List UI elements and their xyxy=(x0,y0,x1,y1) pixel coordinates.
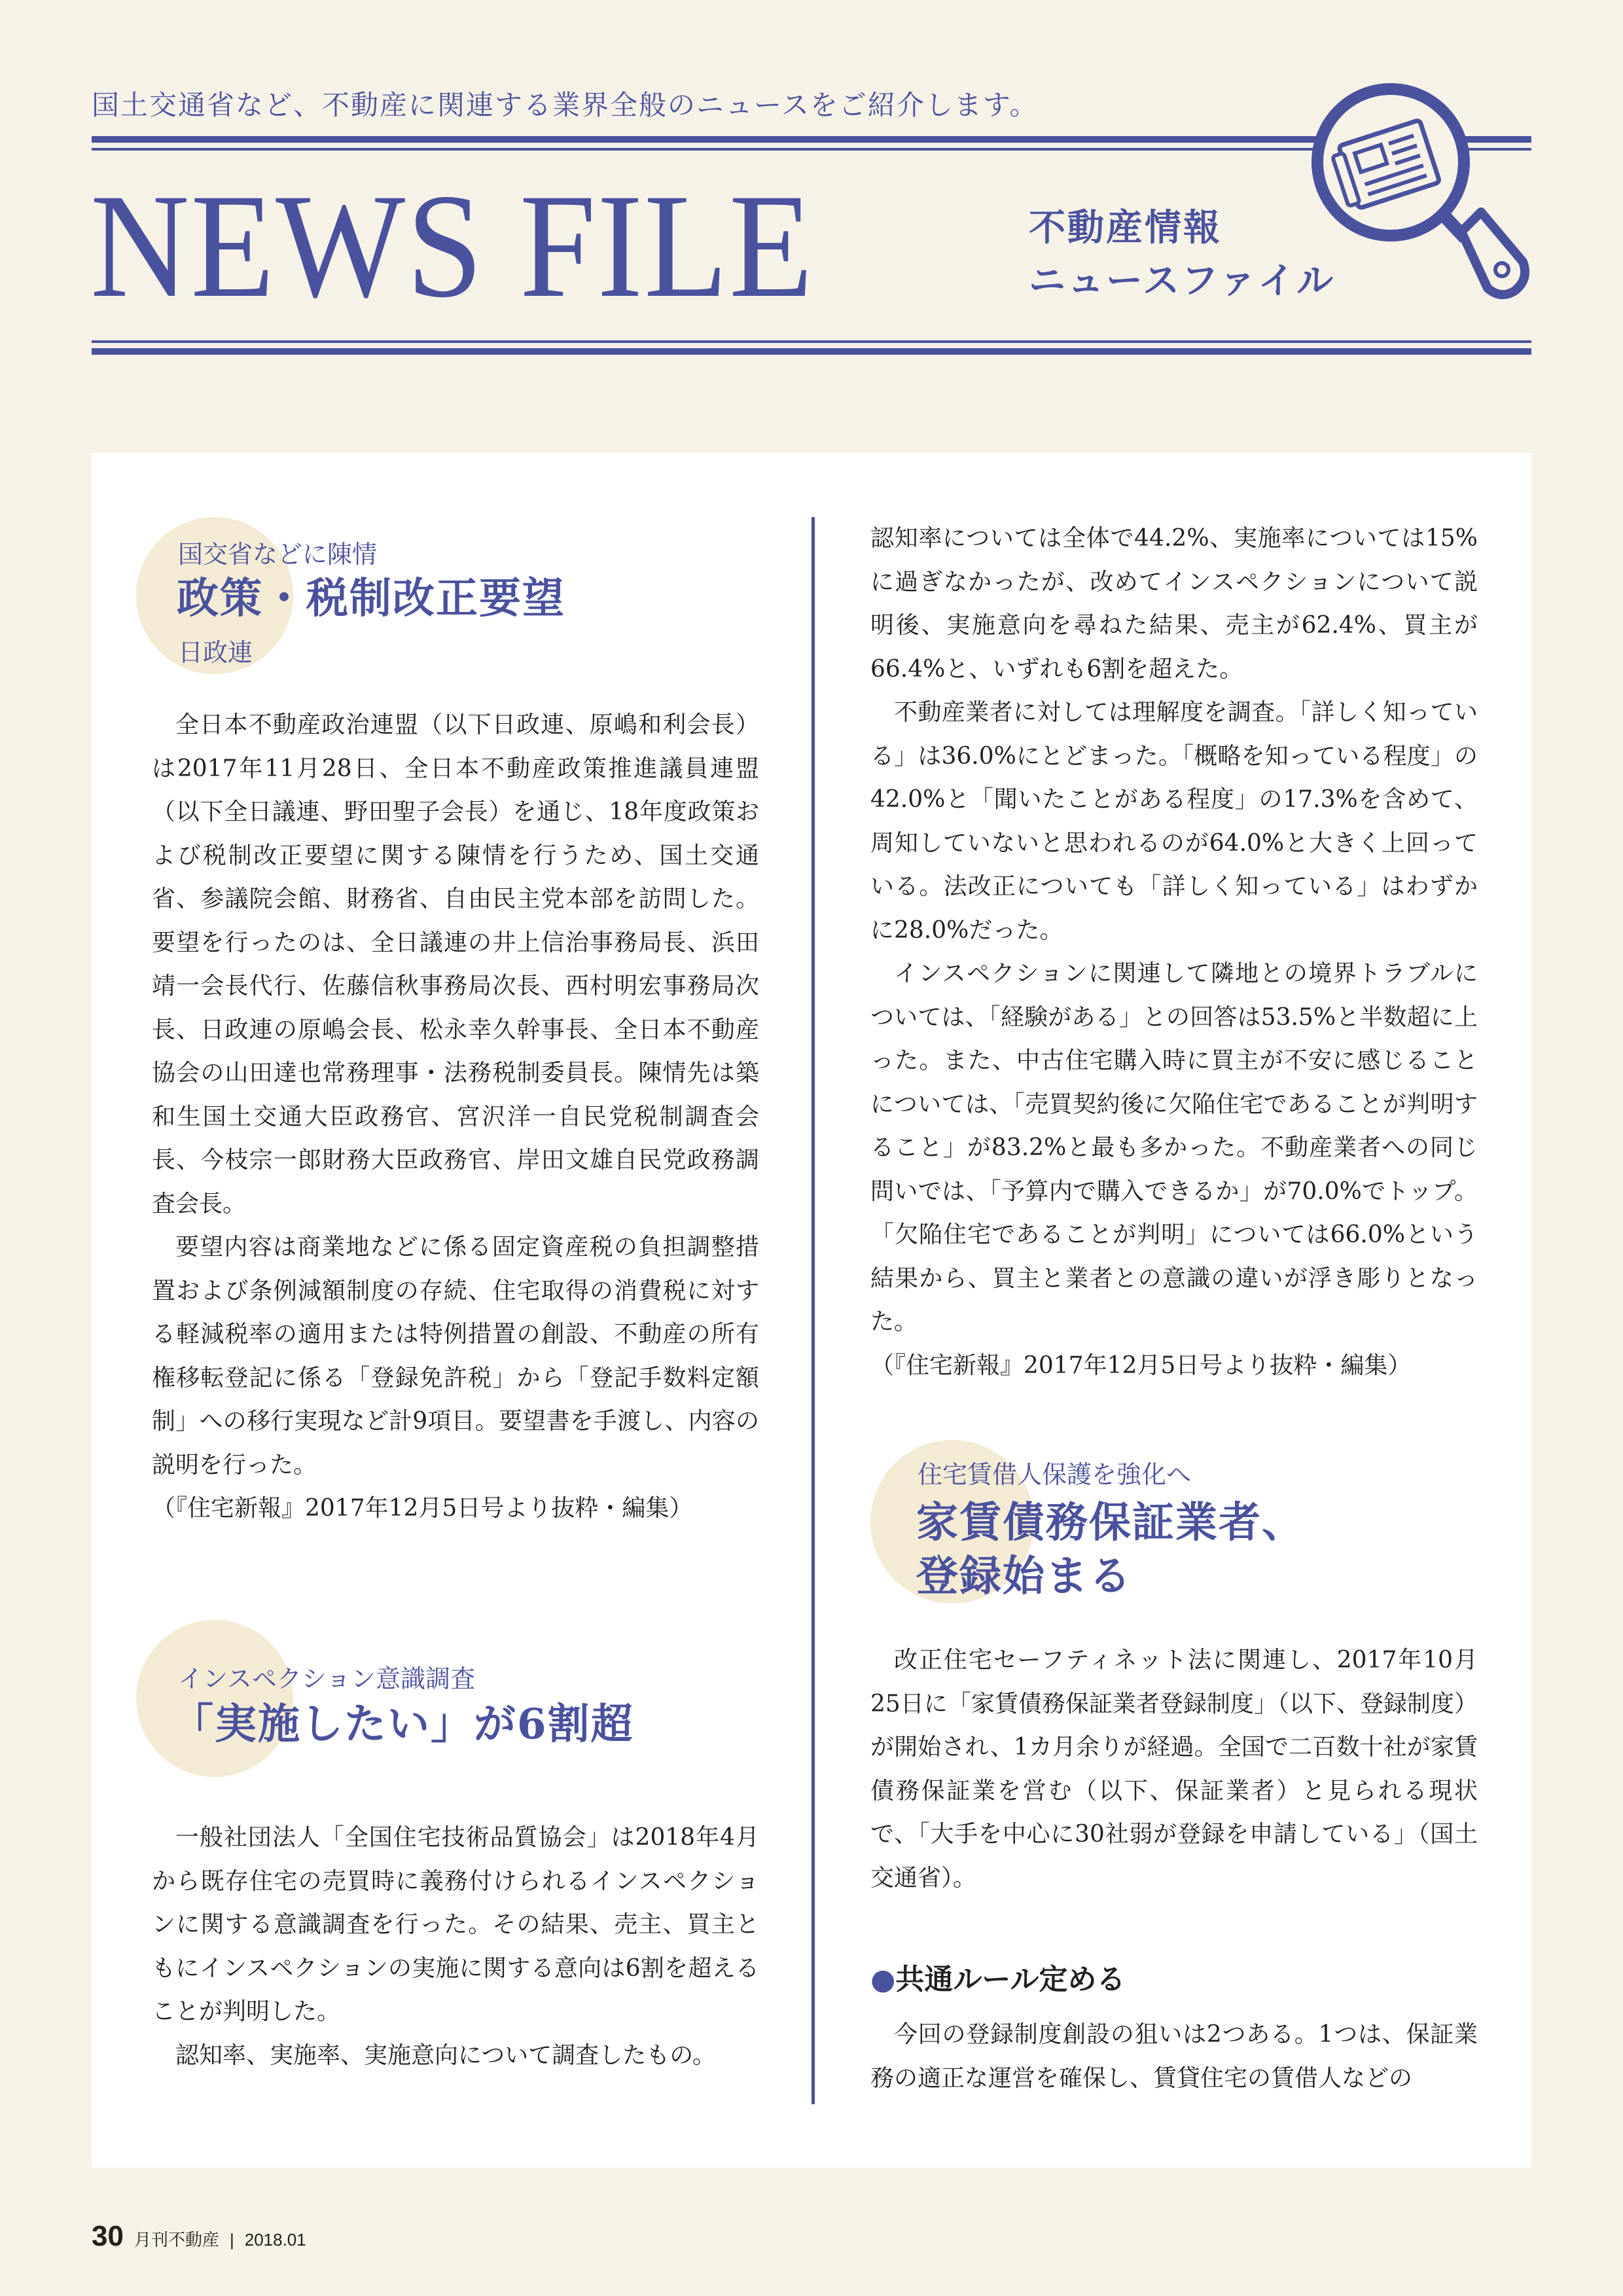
article1-kicker: 国交省などに陳情 xyxy=(178,540,378,569)
header-rule-bottom-thick xyxy=(92,348,1531,355)
article2-paragraph-4: 不動産業者に対しては理解度を調査。「詳しく知っている」は36.0%にとどまった。「概略を知っている程度」の42.0%と「聞いたことがある程度」の17.3%を含めて、周知していないと思われるのが64.0%と大きく上回っている。法改正についても「詳しく知っている」はわずかに28.0%だった。 xyxy=(870,699,1478,944)
article3-body-2 xyxy=(870,2013,1478,2100)
article1-paragraph-1: 全日本不動産政治連盟（以下日政連、原嶋和利会長）は2017年11月28日、全日本不動産政策推進議員連盟（以下全日議連、野田聖子会長）を通じ、18年度政策および税制改正要望に関する陳情を行うため、国土交通省、参議院会館、財務省、自由民主党本部を訪問した。要望を行ったのは、全日議連の井上信治事務局長、浜田靖一会長代行、佐藤信秋事務局次長、西村明宏事務局次長、日政連の原嶋会長、松永幸久幹事長、全日本不動産協会の山田達也常務理事・法務税制委員長。陳情先は築和生国土交通大臣政務官、宮沢洋一自民党税制調査会長、今枝宗一郎財務大臣政務官、岸田文雄自民党政務調査会長。 xyxy=(152,711,759,1217)
header-intro: 国土交通省など、不動産に関連する業界全般のニュースをご紹介します。 xyxy=(92,89,1039,121)
article2-paragraph-5: インスペクションに関連して隣地との境界トラブルについては、「経験がある」との回答は53.5%と半数超に上った。また、中古住宅購入時に買主が不安に感じることについては、「売買契約後に欠陥住宅であることが判明すること」が83.2%と最も多かった。不動産業者への同じ問いでは、「予算内で購入できるか」が70.0%でトップ。「欠陥住宅であることが判明」については66.0%という結果から、買主と業者との意識の違いが浮き彫りとなった。 xyxy=(870,960,1478,1335)
article2-paragraph-2: 認知率、実施率、実施意向について調査したもの。 xyxy=(175,2041,716,2069)
article3-paragraph-2: 今回の登録制度創設の狙いは2つある。1つは、保証業務の適正な運営を確保し、賃貸住宅の賃借人などの xyxy=(870,2021,1478,2092)
column-divider xyxy=(812,517,815,2104)
subtitle-line-2: ニュースファイル xyxy=(1029,259,1336,303)
bullet-dot-icon: ● xyxy=(870,1963,896,1996)
article1-headline: 政策・税制改正要望 xyxy=(177,574,565,623)
article3-kicker: 住宅賃借人保護を強化へ xyxy=(918,1460,1192,1489)
subtitle-line-1: 不動産情報 xyxy=(1029,206,1222,249)
news-file-title: NEWS FILE xyxy=(90,164,815,329)
article2-headline: 「実施したい」が6割超 xyxy=(171,1700,634,1749)
article1-citation: （『住宅新報』2017年12月5日号より抜粋・編集） xyxy=(152,1495,693,1522)
article2-kicker: インスペクション意識調査 xyxy=(178,1664,476,1693)
article3-headline-line-1: 家賃債務保証業者、 xyxy=(916,1498,1305,1547)
magazine-name: 月刊不動産 xyxy=(134,2230,219,2250)
news-file-subtitle xyxy=(1029,202,1335,308)
article2-body-right xyxy=(870,517,1478,1388)
article2-body-left xyxy=(152,1816,759,2077)
page-footer xyxy=(92,2220,306,2253)
issue-date: 2018.01 xyxy=(244,2230,306,2250)
article2-citation: （『住宅新報』2017年12月5日号より抜粋・編集） xyxy=(870,1352,1412,1379)
article1-source: 日政連 xyxy=(178,638,253,667)
article3-headline xyxy=(916,1496,1305,1604)
article1-paragraph-2: 要望内容は商業地などに係る固定資産税の負担調整措置および条例減額制度の存続、住宅取得の消費税に対する軽減税率の適用または特例措置の創設、不動産の所有権移転登記に係る「登録免許税」から「登記手数料定額制」への移行実現など計9項目。要望書を手渡し、内容の説明を行った。 xyxy=(152,1234,759,1479)
article3-headline-line-2: 登録始まる xyxy=(916,1551,1132,1601)
article2-paragraph-3: 認知率については全体で44.2%、実施率については15%に過ぎなかったが、改めてインスペクションについて説明後、実施意向を尋ねた結果、売主が62.4%、買主が66.4%と、いずれも6割を超えた。 xyxy=(870,525,1478,683)
article3-body xyxy=(870,1639,1478,1900)
article3-subhead xyxy=(870,1956,1126,1998)
footer-separator: | xyxy=(229,2230,234,2250)
header-rule-bottom-thin xyxy=(92,340,1531,343)
page-number: 30 xyxy=(92,2220,124,2252)
magnifier-newspaper-icon xyxy=(1293,71,1535,326)
article1-body xyxy=(152,704,759,1531)
article3-subhead-text: 共通ルール定める xyxy=(895,1963,1126,1996)
article3-paragraph-1: 改正住宅セーフティネット法に関連し、2017年10月25日に「家賃債務保証業者登録制度」（以下、登録制度）が開始され、1カ月余りが経過。全国で二百数十社が家賃債務保証業を営む（以下、保証業者）と見られる現状で、「大手を中心に30社弱が登録を申請している」（国土交通省）。 xyxy=(870,1647,1478,1892)
article2-paragraph-1: 一般社団法人「全国住宅技術品質協会」は2018年4月から既存住宅の売買時に義務付けられるインスペクションに関する意識調査を行った。その結果、売主、買主ともにインスペクションの実施に関する意向は6割を超えることが判明した。 xyxy=(152,1824,759,2025)
